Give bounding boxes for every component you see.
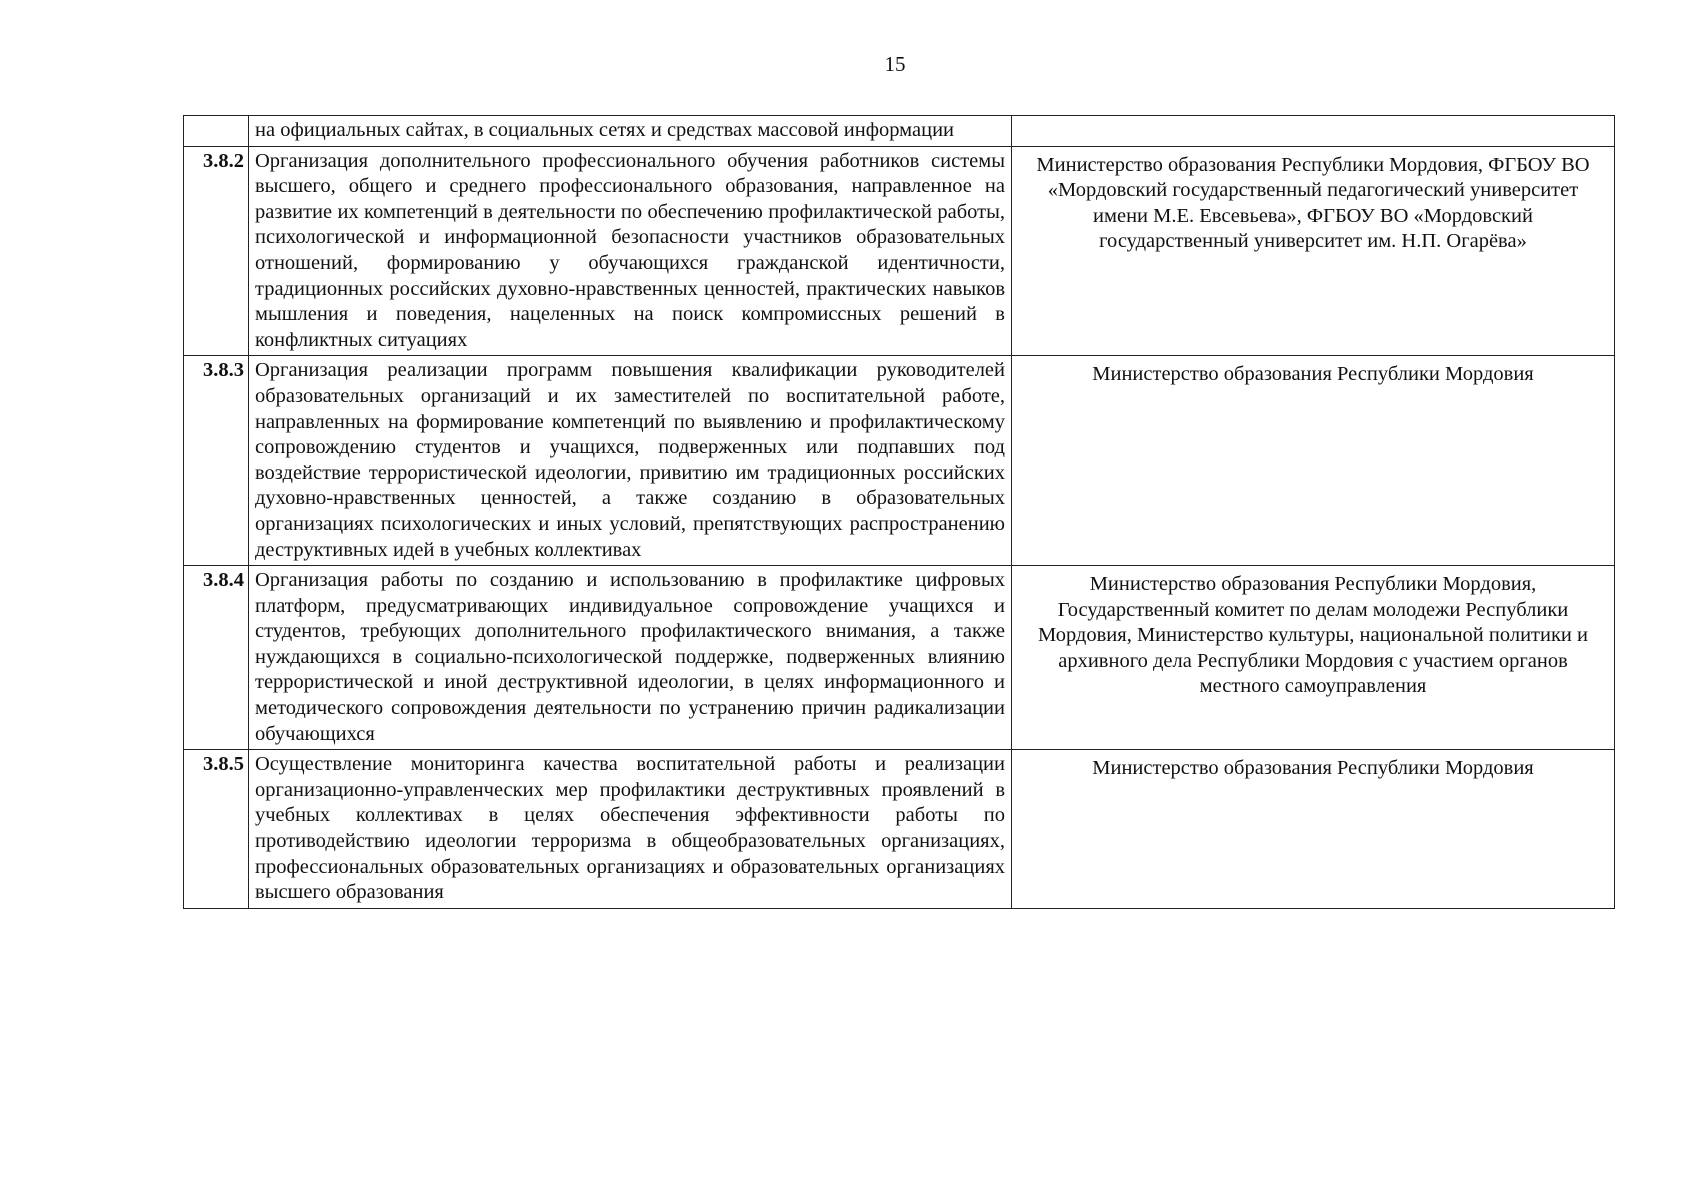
row-number xyxy=(184,116,249,147)
measures-table xyxy=(183,115,1615,909)
row-description: на официальных сайтах, в социальных сетях и средствах массовой информации xyxy=(249,116,1012,147)
table-row xyxy=(184,750,1615,909)
row-description: Организация работы по созданию и использованию в профилактике цифровых платформ, предусматривающих индивидуальное сопровождение учащихся и студентов, требующих дополнительного профилактического внимания, а также нуждающихся в социально-психологической поддержке, подверженных влиянию террористической и иной деструктивной идеологии, в целях информационного и методического сопровождения деятельности по устранению причин радикализации обучающихся xyxy=(249,566,1012,750)
table-row xyxy=(184,566,1615,750)
row-number: 3.8.4 xyxy=(184,566,249,750)
row-responsible: Министерство образования Республики Мордовия, Государственный комитет по делам молодежи Республики Мордовия, Министерство культуры, национальной политики и архивного дела Республики Мордовия с участием органов местного самоуправления xyxy=(1012,566,1615,750)
page-number: 15 xyxy=(884,52,906,76)
table-row xyxy=(184,356,1615,566)
row-number: 3.8.2 xyxy=(184,146,249,356)
row-description: Организация реализации программ повышения квалификации руководителей образовательных организаций и их заместителей по воспитательной работе, направленных на формирование компетенций по выявлению и профилактическому сопровождению студентов и учащихся, подверженных или подпавших под воздействие террористической идеологии, привитию им традиционных российских духовно-нравственных ценностей, а также созданию в образовательных организациях психологических и иных условий, препятствующих распространению деструктивных идей в учебных коллективах xyxy=(249,356,1012,566)
row-description: Организация дополнительного профессионального обучения работников системы высшего, общего и среднего профессионального образования, направленное на развитие их компетенций в деятельности по обеспечению профилактической работы, психологической и информационной безопасности участников образовательных отношений, формированию у обучающихся гражданской идентичности, традиционных российских духовно-нравственных ценностей, практических навыков мышления и поведения, нацеленных на поиск компромиссных решений в конфликтных ситуациях xyxy=(249,146,1012,356)
row-number: 3.8.5 xyxy=(184,750,249,909)
row-responsible: Министерство образования Республики Мордовия xyxy=(1012,356,1615,566)
table-row xyxy=(184,146,1615,356)
row-responsible: Министерство образования Республики Мордовия xyxy=(1012,750,1615,909)
row-number: 3.8.3 xyxy=(184,356,249,566)
row-description: Осуществление мониторинга качества воспитательной работы и реализации организационно-управленческих мер профилактики деструктивных проявлений в учебных коллективах в целях обеспечения эффективности работы по противодействию идеологии терроризма в общеобразовательных организациях, профессиональных образовательных организациях и образовательных организациях высшего образования xyxy=(249,750,1012,909)
row-responsible: Министерство образования Республики Мордовия, ФГБОУ ВО «Мордовский государственный педагогический университет имени М.Е. Евсевьева», ФГБОУ ВО «Мордовский государственный университет им. Н.П. Огарёва» xyxy=(1012,146,1615,356)
row-responsible xyxy=(1012,116,1615,147)
table-row xyxy=(184,116,1615,147)
